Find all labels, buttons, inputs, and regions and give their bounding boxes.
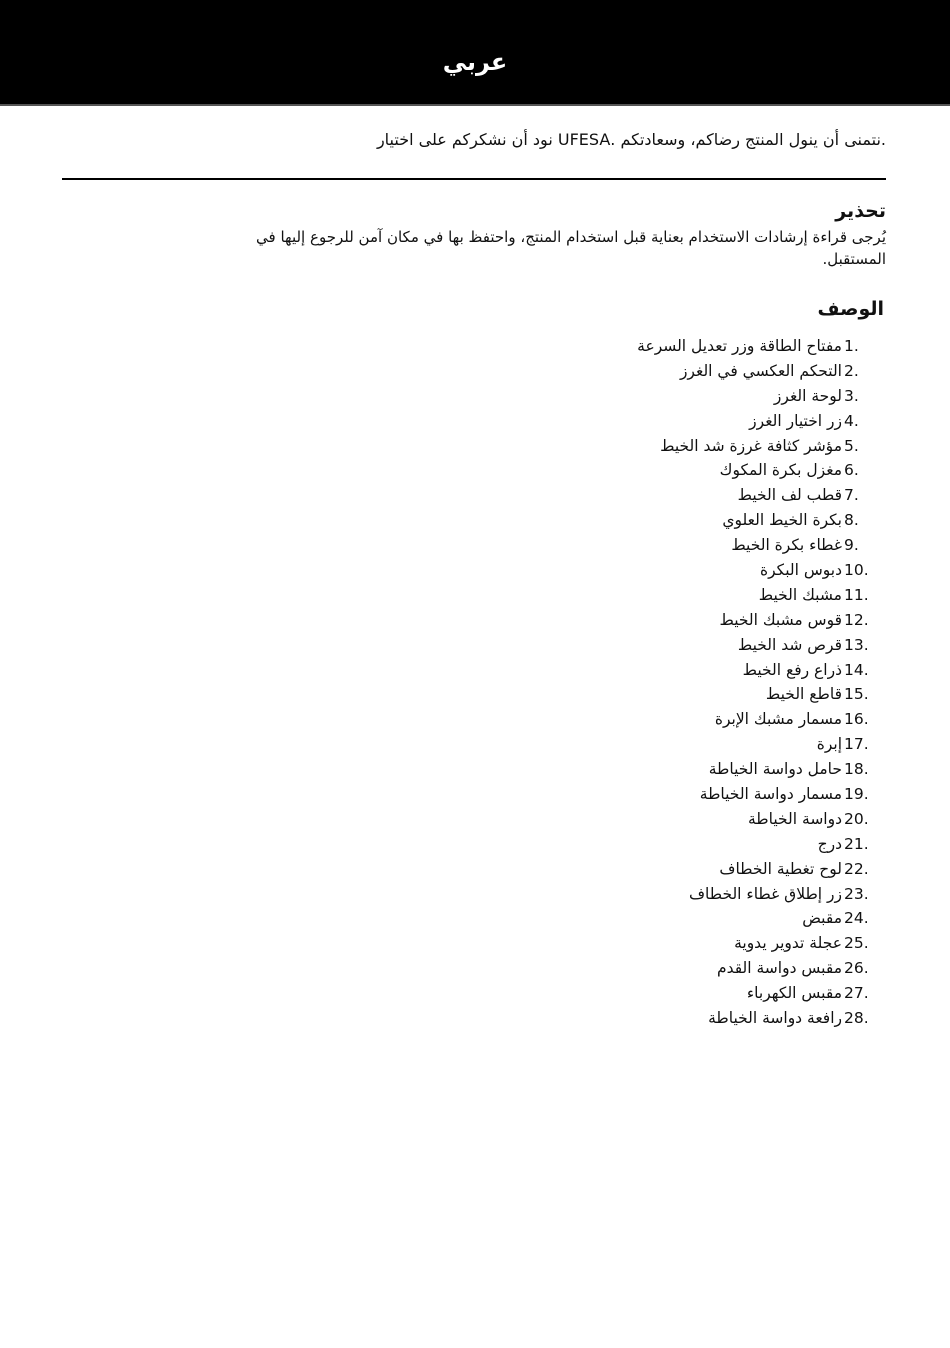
list-item-number: 10. [844, 561, 869, 580]
list-item-number: 13. [844, 635, 869, 654]
list-item [400, 956, 880, 981]
page-title: عربي [442, 48, 508, 76]
list-item-label: مسمار دواسة الخياطة [699, 785, 842, 804]
list-item-number: 5. [844, 436, 859, 455]
list-item-number: 16. [844, 710, 869, 729]
list-item-label: لوح تغطية الخطاف [719, 859, 842, 878]
list-item-label: إبرة [816, 735, 842, 754]
list-item [400, 782, 880, 807]
list-item-label: حامل دواسة الخياطة [708, 760, 842, 779]
list-item [400, 409, 880, 434]
list-item-label: مشبك الخيط [758, 585, 842, 604]
header-bar [0, 0, 950, 106]
list-item-number: 23. [844, 884, 869, 903]
list-item-number: 2. [844, 361, 859, 380]
list-item [400, 757, 880, 782]
list-item-label: غطاء بكرة الخيط [731, 536, 842, 555]
list-item-label: مغزل بكرة المكوك [719, 461, 842, 480]
list-item [400, 882, 880, 907]
list-item-number: 14. [844, 660, 869, 679]
list-item-number: 9. [844, 536, 859, 555]
list-item-label: مؤشر كثافة غرزة شد الخيط [660, 436, 842, 455]
list-item-number: 18. [844, 760, 869, 779]
list-item-label: زر اختيار الغرز [749, 411, 842, 430]
list-item-number: 6. [844, 461, 859, 480]
list-item [400, 458, 880, 483]
list-item [400, 832, 880, 857]
section-divider [62, 178, 886, 180]
list-item-number: 24. [844, 909, 869, 928]
list-item-number: 8. [844, 511, 859, 530]
list-item [400, 434, 880, 459]
list-item [400, 1006, 880, 1031]
list-item-number: 22. [844, 859, 869, 878]
list-item-number: 25. [844, 934, 869, 953]
list-item-label: زر إطلاق غطاء الخطاف [688, 884, 842, 903]
list-item [400, 931, 880, 956]
list-item [400, 981, 880, 1006]
list-item-label: مقبض [802, 909, 842, 928]
list-item-number: 19. [844, 785, 869, 804]
list-item-number: 27. [844, 984, 869, 1003]
list-item-label: بكرة الخيط العلوي [722, 511, 842, 530]
list-item [400, 359, 880, 384]
list-item [400, 384, 880, 409]
list-item [400, 807, 880, 832]
list-item [400, 682, 880, 707]
warning-heading: تحذير [835, 200, 886, 222]
list-item-label: قوس مشبك الخيط [719, 610, 842, 629]
list-item [400, 906, 880, 931]
list-item [400, 483, 880, 508]
list-item [400, 558, 880, 583]
intro-text: .نتمنى أن ينول المنتج رضاكم، وسعادتكم .UFESA نود أن نشكركم على اختيار [376, 130, 886, 149]
list-item-label: قطب لف الخيط [737, 486, 842, 505]
list-item-number: 11. [844, 585, 869, 604]
list-item-number: 1. [844, 337, 859, 355]
list-item-number: 15. [844, 685, 869, 704]
list-item [400, 633, 880, 658]
list-item-label: لوحة الغرز [773, 386, 842, 405]
list-item [400, 857, 880, 882]
list-item [400, 334, 880, 359]
list-item [400, 707, 880, 732]
list-item-number: 17. [844, 735, 869, 754]
list-item-label: درج [817, 834, 842, 853]
list-item [400, 533, 880, 558]
list-item-label: مقبس الكهرباء [746, 984, 842, 1003]
description-heading: الوصف [817, 298, 884, 320]
list-item-number: 20. [844, 809, 869, 828]
list-item-number: 26. [844, 959, 869, 978]
list-item [400, 583, 880, 608]
list-item-label: قاطع الخيط [765, 685, 842, 704]
warning-text: يُرجى قراءة إرشادات الاستخدام بعناية قبل استخدام المنتج، واحتفظ بها في مكان آمن للرجوع إليها في المستقبل. [256, 228, 886, 268]
list-item [400, 732, 880, 757]
list-item-label: مسمار مشبك الإبرة [714, 710, 842, 729]
list-item-number: 21. [844, 834, 869, 853]
list-item-label: دواسة الخياطة [748, 809, 842, 828]
list-item-number: 12. [844, 610, 869, 629]
list-item-label: رافعة دواسة الخياطة [708, 1009, 842, 1028]
list-item-label: التحكم العكسي في الغرز [679, 361, 842, 380]
list-item-label: عجلة تدوير يدوية [734, 934, 842, 953]
list-item-label: مفتاح الطاقة وزر تعديل السرعة [637, 337, 842, 355]
list-item [400, 658, 880, 683]
list-item-label: قرص شد الخيط [737, 635, 842, 654]
list-item [400, 508, 880, 533]
list-item-number: 7. [844, 486, 859, 505]
list-item-number: 28. [844, 1009, 869, 1028]
list-item-number: 3. [844, 386, 859, 405]
list-item-label: ذراع رفع الخيط [742, 660, 842, 679]
list-item-number: 4. [844, 411, 859, 430]
list-item [400, 608, 880, 633]
parts-list [400, 334, 880, 1031]
list-item-label: مقبس دواسة القدم [716, 959, 842, 978]
list-item-label: دبوس البكرة [759, 561, 842, 580]
